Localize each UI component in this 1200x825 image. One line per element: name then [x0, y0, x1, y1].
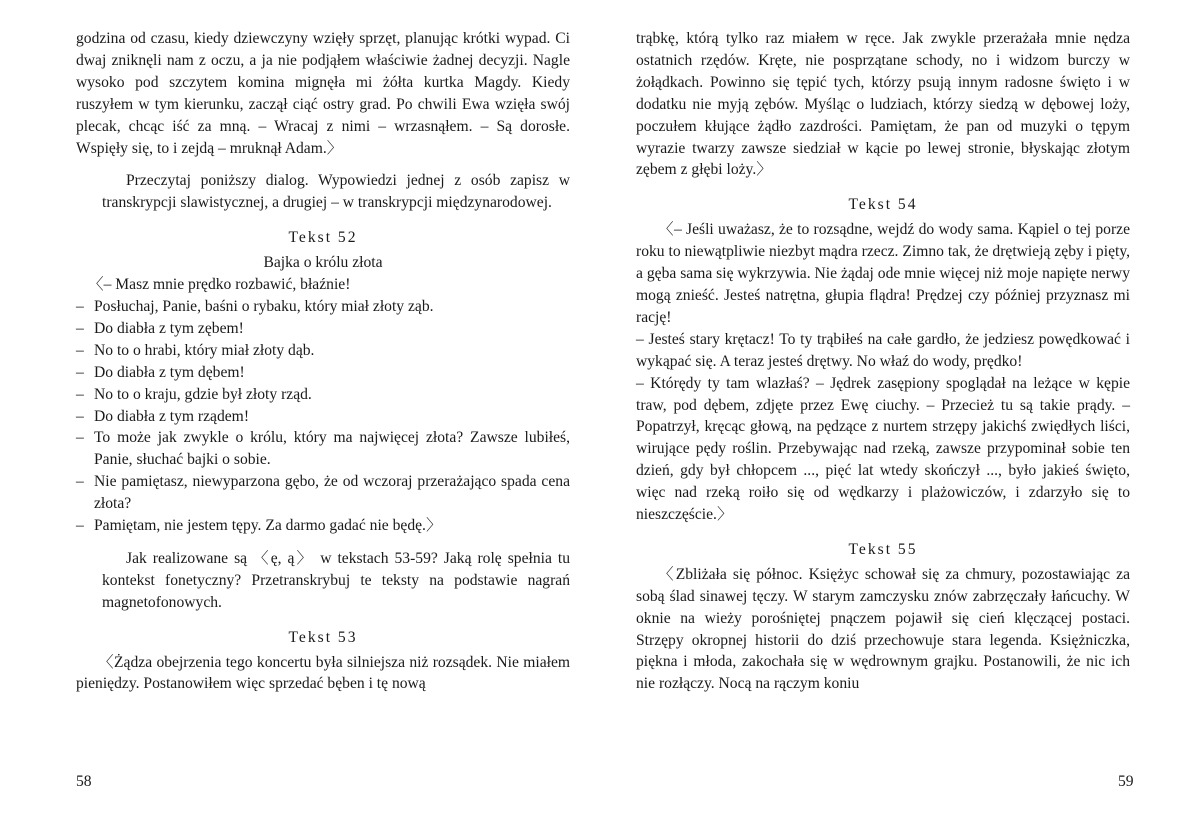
instruction-transcription: Jak realizowane są 〈ę, ą〉 w tekstach 53-59? Jaką rolę spełnia tu kontekst fonetyczny? Przetranskrybuj te teksty na podstawie nagrań magnetofonowych. [102, 549, 570, 611]
text-54-part-1: 〈– Jeśli uważasz, że to rozsądne, wejdź do wody sama. Kąpiel o tej porze roku to niewątpliwie niezbyt mądra rzecz. Zimno tak, że drętwieją zęby i pięty, a gęba sama się wykrzywia. Nie żądaj ode mnie więcej niż moje napięte nerwy mogą znieść. Jesteś natrętna, głupia flądra! Prędzej czy później przyznasz mi rację! [636, 221, 1130, 326]
text-54-part-2: – Jesteś stary krętacz! To ty trąbiłeś na całe gardło, że jedziesz powędkować i wykąpać się. A teraz jesteś drętwy. No właź do wody, prędko! [636, 330, 1130, 370]
dialog-line: – To może jak zwykle o królu, który ma najwięcej złota? Zawsze lubiłeś, Panie, słuchać bajki o sobie. [76, 427, 570, 471]
dialog-line: – Nie pamiętasz, niewyparzona gębo, że od wczoraj przerażająco spada cena złota? [76, 471, 570, 515]
left-page-paragraph: godzina od czasu, kiedy dziewczyny wzięły sprzęt, planując krótki wypad. Ci dwaj zniknęli nam z oczu, a ja nie podjąłem właściwie żadnej decyzji. Nagle wysoko pod szczytem komina mignęła mi żółta kurtka Magdy. Kiedy ruszyłem w tym kierunku, zaczął ciąć ostry grad. Po chwili Ewa wzięła swój plecak, chcąc iść za mną. – Wracaj z nimi – wrzasnąłem. – Są dorosłe. Wspięły się, to i zejdą – mruknął Adam.〉 [76, 30, 570, 157]
heading-tekst-54: Tekst 54 [848, 196, 918, 214]
dialog-line: – Posłuchaj, Panie, baśni o rybaku, który miał złoty ząb. [76, 296, 570, 318]
left-page [76, 28, 570, 695]
instruction-dialog: Przeczytaj poniższy dialog. Wypowiedzi jednej z osób zapisz w transkrypcji slawistycznej, a drugiej – w transkrypcji międzynarodowej. [102, 172, 570, 212]
right-page [636, 28, 1130, 695]
page-number-left: 58 [76, 773, 92, 790]
dialog-line: – No to o kraju, gdzie był złoty rząd. [76, 384, 570, 406]
dialog-line: 〈– Masz mnie prędko rozbawić, błaźnie! [88, 276, 351, 294]
dialog-line: – No to o hrabi, który miał złoty dąb. [76, 340, 570, 362]
text-54-part-3: – Którędy ty tam wlazłaś? – Jędrek zasępiony spoglądał na leżące w kępie traw, pod dębem, zdjęte przez Ewę ciuchy. – Przecież tu są takie prądy. – Popatrzył, kręcąc głową, na pędzące z nurtem strzępy jakichś zwiędłych liści, wirujące pędy roślin. Przebywając nad rzeką, zawsze przypominał sobie ten dzień, gdy był chłopcem ..., pięć lat wtedy skończył ..., było jakieś święto, więc nad rzeką roiło się od wędkarzy i plażowiczów, i zdarzyło się to nieszczęście.〉 [636, 374, 1130, 524]
dialog-line: – Pamiętam, nie jestem tępy. Za darmo gadać nie będę.〉 [76, 515, 570, 537]
text-53: 〈Żądza obejrzenia tego koncertu była silniejsza niż rozsądek. Nie miałem pieniędzy. Postanowiłem więc sprzedać bęben i tę nową [76, 653, 570, 693]
dialog-list [76, 274, 570, 537]
heading-tekst-55: Tekst 55 [848, 540, 918, 558]
page-number-right: 59 [1118, 773, 1134, 790]
dialog-line: – Do diabła z tym rządem! [76, 406, 570, 428]
dialog-line: – Do diabła z tym zębem! [76, 318, 570, 340]
text-55: 〈Zbliżała się północ. Księżyc schował się za chmury, pozostawiając za sobą ślad sinawej tęczy. W starym zamczysku znów zabrzęczały łańcuchy. W oknie na wieży porośniętej pnączem pojawił się cień klęczącej postaci. Strzępy okropnej historii do dziś przechowuje stara legenda. Księżniczka, piękna i młoda, zakochała się w wędrownym grajku. Postanowili, że nic ich nie rozłączy. Nocą na rączym koniu [636, 565, 1130, 693]
heading-tekst-53: Tekst 53 [288, 628, 358, 646]
heading-tekst-52: Tekst 52 [288, 229, 358, 247]
dialog-line: – Do diabła z tym dębem! [76, 362, 570, 384]
subtitle-bajka: Bajka o królu złota [263, 254, 383, 272]
right-page-paragraph: trąbkę, którą tylko raz miałem w ręce. Jak zwykle przerażała mnie nędza ostatnich rzędów. Kręte, nie posprzątane schody, no i widzom burczy w żołądkach. Powinno się tępić tych, którzy psują innym radosne święto i w dodatku nie myją zębów. Myśląc o ludziach, którzy siedzą w dębowej loży, poczułem kłujące żądło zazdrości. Pamiętam, że pan od muzyki o tępym wyrazie twarzy zawsze siedział w kącie po lewej stronie, błyskając złotym zębem z głębi loży.〉 [636, 30, 1130, 179]
